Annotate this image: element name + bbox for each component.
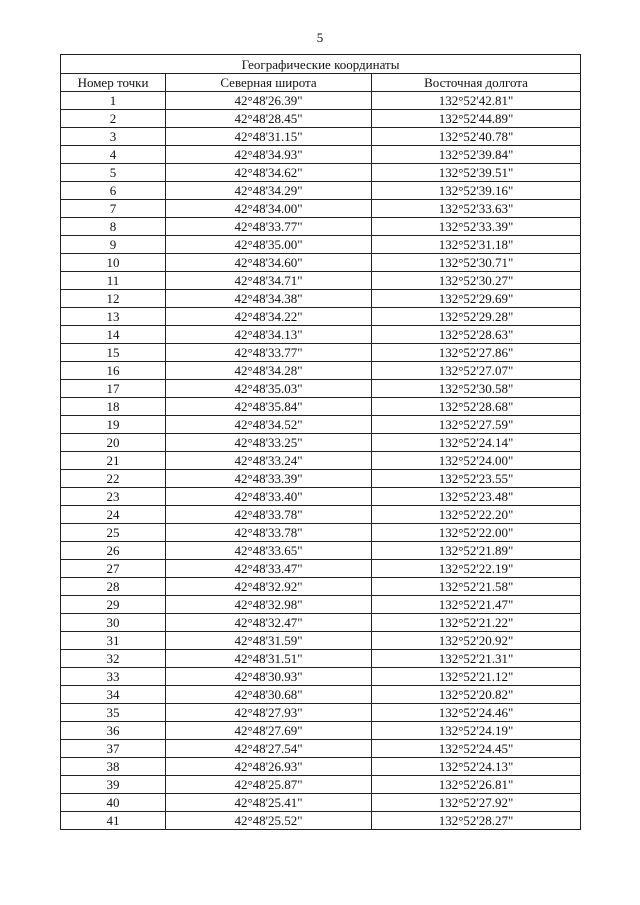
point-number-cell: 39 bbox=[61, 776, 166, 794]
latitude-cell: 42°48'34.22" bbox=[166, 308, 372, 326]
point-number-cell: 14 bbox=[61, 326, 166, 344]
coordinates-table bbox=[60, 54, 581, 830]
latitude-cell: 42°48'34.62" bbox=[166, 164, 372, 182]
table-body bbox=[61, 92, 581, 830]
table-row bbox=[61, 686, 581, 704]
longitude-cell: 132°52'21.12" bbox=[372, 668, 581, 686]
longitude-cell: 132°52'28.68" bbox=[372, 398, 581, 416]
table-row bbox=[61, 110, 581, 128]
point-number-cell: 28 bbox=[61, 578, 166, 596]
longitude-cell: 132°52'21.58" bbox=[372, 578, 581, 596]
longitude-cell: 132°52'24.13" bbox=[372, 758, 581, 776]
latitude-cell: 42°48'33.24" bbox=[166, 452, 372, 470]
point-number-cell: 3 bbox=[61, 128, 166, 146]
table-row bbox=[61, 92, 581, 110]
longitude-cell: 132°52'21.89" bbox=[372, 542, 581, 560]
table-row bbox=[61, 488, 581, 506]
table-row bbox=[61, 254, 581, 272]
longitude-cell: 132°52'31.18" bbox=[372, 236, 581, 254]
table-row bbox=[61, 794, 581, 812]
point-number-cell: 9 bbox=[61, 236, 166, 254]
longitude-cell: 132°52'33.39" bbox=[372, 218, 581, 236]
point-number-cell: 17 bbox=[61, 380, 166, 398]
point-number-cell: 7 bbox=[61, 200, 166, 218]
point-number-cell: 23 bbox=[61, 488, 166, 506]
point-number-cell: 34 bbox=[61, 686, 166, 704]
longitude-cell: 132°52'27.92" bbox=[372, 794, 581, 812]
longitude-cell: 132°52'21.22" bbox=[372, 614, 581, 632]
latitude-cell: 42°48'31.51" bbox=[166, 650, 372, 668]
header-point-number: Номер точки bbox=[61, 74, 166, 92]
point-number-cell: 12 bbox=[61, 290, 166, 308]
latitude-cell: 42°48'34.29" bbox=[166, 182, 372, 200]
latitude-cell: 42°48'30.93" bbox=[166, 668, 372, 686]
longitude-cell: 132°52'21.31" bbox=[372, 650, 581, 668]
point-number-cell: 33 bbox=[61, 668, 166, 686]
longitude-cell: 132°52'30.58" bbox=[372, 380, 581, 398]
table-row bbox=[61, 758, 581, 776]
longitude-cell: 132°52'28.27" bbox=[372, 812, 581, 830]
longitude-cell: 132°52'33.63" bbox=[372, 200, 581, 218]
point-number-cell: 36 bbox=[61, 722, 166, 740]
table-row bbox=[61, 182, 581, 200]
latitude-cell: 42°48'33.65" bbox=[166, 542, 372, 560]
point-number-cell: 32 bbox=[61, 650, 166, 668]
point-number-cell: 38 bbox=[61, 758, 166, 776]
longitude-cell: 132°52'20.82" bbox=[372, 686, 581, 704]
header-north-latitude: Северная широта bbox=[166, 74, 372, 92]
latitude-cell: 42°48'33.40" bbox=[166, 488, 372, 506]
point-number-cell: 37 bbox=[61, 740, 166, 758]
longitude-cell: 132°52'29.28" bbox=[372, 308, 581, 326]
latitude-cell: 42°48'25.87" bbox=[166, 776, 372, 794]
latitude-cell: 42°48'31.59" bbox=[166, 632, 372, 650]
longitude-cell: 132°52'22.00" bbox=[372, 524, 581, 542]
longitude-cell: 132°52'24.45" bbox=[372, 740, 581, 758]
table-row bbox=[61, 290, 581, 308]
point-number-cell: 2 bbox=[61, 110, 166, 128]
point-number-cell: 20 bbox=[61, 434, 166, 452]
longitude-cell: 132°52'39.51" bbox=[372, 164, 581, 182]
page-number: 5 bbox=[316, 30, 324, 45]
point-number-cell: 15 bbox=[61, 344, 166, 362]
table-row bbox=[61, 614, 581, 632]
table-row bbox=[61, 704, 581, 722]
latitude-cell: 42°48'27.69" bbox=[166, 722, 372, 740]
table-row bbox=[61, 128, 581, 146]
latitude-cell: 42°48'27.54" bbox=[166, 740, 372, 758]
longitude-cell: 132°52'39.84" bbox=[372, 146, 581, 164]
point-number-cell: 27 bbox=[61, 560, 166, 578]
latitude-cell: 42°48'34.52" bbox=[166, 416, 372, 434]
table-row bbox=[61, 434, 581, 452]
latitude-cell: 42°48'25.52" bbox=[166, 812, 372, 830]
table-row bbox=[61, 542, 581, 560]
point-number-cell: 6 bbox=[61, 182, 166, 200]
point-number-cell: 4 bbox=[61, 146, 166, 164]
longitude-cell: 132°52'42.81" bbox=[372, 92, 581, 110]
table-row bbox=[61, 740, 581, 758]
latitude-cell: 42°48'34.60" bbox=[166, 254, 372, 272]
latitude-cell: 42°48'33.78" bbox=[166, 506, 372, 524]
table-row bbox=[61, 776, 581, 794]
table-row bbox=[61, 470, 581, 488]
latitude-cell: 42°48'34.93" bbox=[166, 146, 372, 164]
table-row bbox=[61, 632, 581, 650]
table-header-row bbox=[61, 74, 581, 92]
latitude-cell: 42°48'33.25" bbox=[166, 434, 372, 452]
latitude-cell: 42°48'26.93" bbox=[166, 758, 372, 776]
latitude-cell: 42°48'25.41" bbox=[166, 794, 372, 812]
table-row bbox=[61, 200, 581, 218]
latitude-cell: 42°48'34.71" bbox=[166, 272, 372, 290]
latitude-cell: 42°48'35.03" bbox=[166, 380, 372, 398]
table-row bbox=[61, 596, 581, 614]
point-number-cell: 35 bbox=[61, 704, 166, 722]
latitude-cell: 42°48'35.84" bbox=[166, 398, 372, 416]
longitude-cell: 132°52'21.47" bbox=[372, 596, 581, 614]
latitude-cell: 42°48'33.39" bbox=[166, 470, 372, 488]
longitude-cell: 132°52'39.16" bbox=[372, 182, 581, 200]
latitude-cell: 42°48'33.47" bbox=[166, 560, 372, 578]
point-number-cell: 8 bbox=[61, 218, 166, 236]
table-row bbox=[61, 416, 581, 434]
point-number-cell: 40 bbox=[61, 794, 166, 812]
latitude-cell: 42°48'33.77" bbox=[166, 218, 372, 236]
longitude-cell: 132°52'24.19" bbox=[372, 722, 581, 740]
latitude-cell: 42°48'32.92" bbox=[166, 578, 372, 596]
longitude-cell: 132°52'28.63" bbox=[372, 326, 581, 344]
longitude-cell: 132°52'23.55" bbox=[372, 470, 581, 488]
point-number-cell: 19 bbox=[61, 416, 166, 434]
table-row bbox=[61, 452, 581, 470]
point-number-cell: 26 bbox=[61, 542, 166, 560]
latitude-cell: 42°48'35.00" bbox=[166, 236, 372, 254]
longitude-cell: 132°52'27.07" bbox=[372, 362, 581, 380]
table-row bbox=[61, 380, 581, 398]
latitude-cell: 42°48'31.15" bbox=[166, 128, 372, 146]
point-number-cell: 24 bbox=[61, 506, 166, 524]
longitude-cell: 132°52'22.19" bbox=[372, 560, 581, 578]
table-row bbox=[61, 218, 581, 236]
latitude-cell: 42°48'34.13" bbox=[166, 326, 372, 344]
latitude-cell: 42°48'34.00" bbox=[166, 200, 372, 218]
longitude-cell: 132°52'40.78" bbox=[372, 128, 581, 146]
longitude-cell: 132°52'30.27" bbox=[372, 272, 581, 290]
table-title: Географические координаты bbox=[61, 55, 581, 74]
table-row bbox=[61, 722, 581, 740]
latitude-cell: 42°48'32.98" bbox=[166, 596, 372, 614]
table-row bbox=[61, 506, 581, 524]
table-row bbox=[61, 578, 581, 596]
longitude-cell: 132°52'22.20" bbox=[372, 506, 581, 524]
longitude-cell: 132°52'24.46" bbox=[372, 704, 581, 722]
table-row bbox=[61, 362, 581, 380]
point-number-cell: 10 bbox=[61, 254, 166, 272]
table-row bbox=[61, 344, 581, 362]
longitude-cell: 132°52'27.59" bbox=[372, 416, 581, 434]
point-number-cell: 18 bbox=[61, 398, 166, 416]
longitude-cell: 132°52'44.89" bbox=[372, 110, 581, 128]
point-number-cell: 16 bbox=[61, 362, 166, 380]
latitude-cell: 42°48'34.38" bbox=[166, 290, 372, 308]
longitude-cell: 132°52'30.71" bbox=[372, 254, 581, 272]
table-row bbox=[61, 668, 581, 686]
point-number-cell: 25 bbox=[61, 524, 166, 542]
point-number-cell: 11 bbox=[61, 272, 166, 290]
longitude-cell: 132°52'24.14" bbox=[372, 434, 581, 452]
table-row bbox=[61, 524, 581, 542]
point-number-cell: 21 bbox=[61, 452, 166, 470]
latitude-cell: 42°48'34.28" bbox=[166, 362, 372, 380]
point-number-cell: 5 bbox=[61, 164, 166, 182]
latitude-cell: 42°48'26.39" bbox=[166, 92, 372, 110]
point-number-cell: 41 bbox=[61, 812, 166, 830]
table-title-row bbox=[61, 55, 581, 74]
latitude-cell: 42°48'33.77" bbox=[166, 344, 372, 362]
point-number-cell: 13 bbox=[61, 308, 166, 326]
latitude-cell: 42°48'27.93" bbox=[166, 704, 372, 722]
longitude-cell: 132°52'26.81" bbox=[372, 776, 581, 794]
latitude-cell: 42°48'30.68" bbox=[166, 686, 372, 704]
longitude-cell: 132°52'24.00" bbox=[372, 452, 581, 470]
longitude-cell: 132°52'27.86" bbox=[372, 344, 581, 362]
header-east-longitude: Восточная долгота bbox=[372, 74, 581, 92]
table-row bbox=[61, 308, 581, 326]
longitude-cell: 132°52'20.92" bbox=[372, 632, 581, 650]
latitude-cell: 42°48'32.47" bbox=[166, 614, 372, 632]
latitude-cell: 42°48'33.78" bbox=[166, 524, 372, 542]
table-row bbox=[61, 326, 581, 344]
table-row bbox=[61, 164, 581, 182]
longitude-cell: 132°52'23.48" bbox=[372, 488, 581, 506]
table-row bbox=[61, 812, 581, 830]
point-number-cell: 30 bbox=[61, 614, 166, 632]
point-number-cell: 1 bbox=[61, 92, 166, 110]
point-number-cell: 31 bbox=[61, 632, 166, 650]
table-row bbox=[61, 650, 581, 668]
table-row bbox=[61, 398, 581, 416]
latitude-cell: 42°48'28.45" bbox=[166, 110, 372, 128]
table-row bbox=[61, 146, 581, 164]
table-row bbox=[61, 236, 581, 254]
longitude-cell: 132°52'29.69" bbox=[372, 290, 581, 308]
table-row bbox=[61, 560, 581, 578]
table-row bbox=[61, 272, 581, 290]
point-number-cell: 29 bbox=[61, 596, 166, 614]
point-number-cell: 22 bbox=[61, 470, 166, 488]
